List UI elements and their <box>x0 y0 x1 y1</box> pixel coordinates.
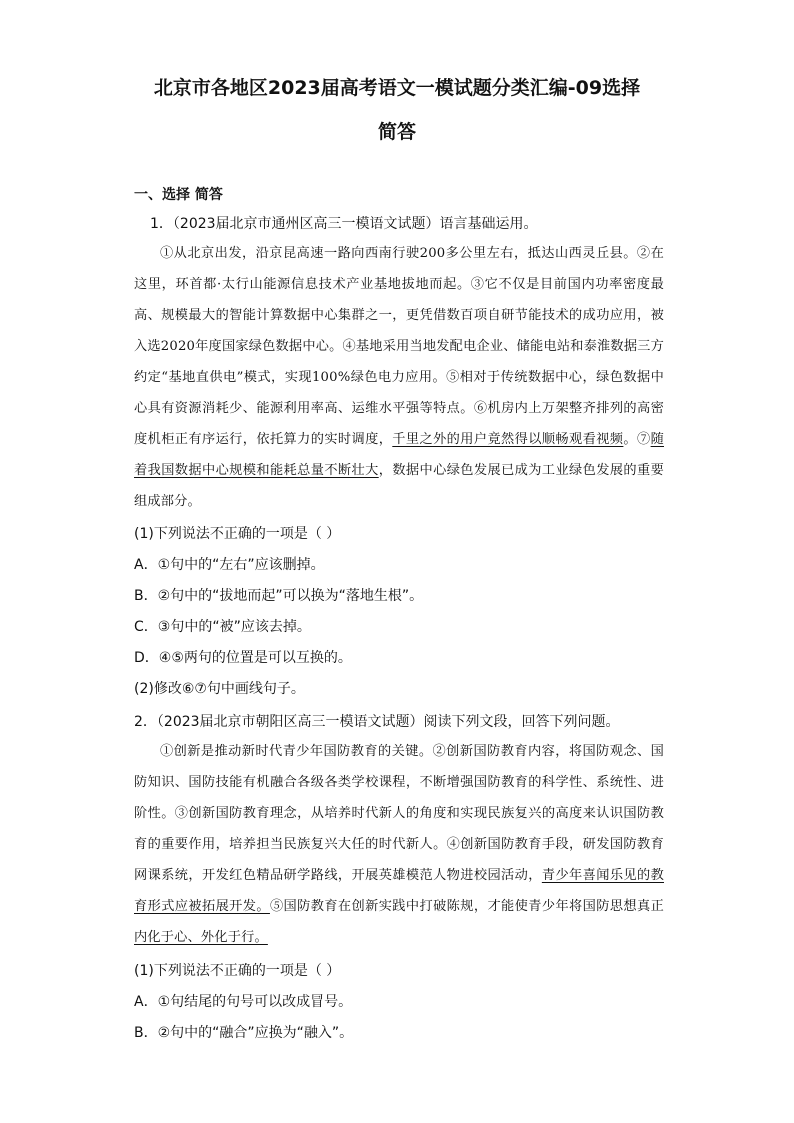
passage-1-text-c: ，数据中心绿色发展已成为工业绿色发展的重要组成部分。 <box>134 463 664 509</box>
section-heading: 一、选择 简答 <box>134 187 223 203</box>
question-1-sub-2: (2)修改⑥⑦句中画线句子。 <box>134 681 305 697</box>
question-2-option-a: A．①句结尾的句号可以改成冒号。 <box>134 994 353 1010</box>
passage-1-underline-a: 千里之外的用户竟然得以顺畅观看视频 <box>392 432 624 447</box>
question-1-header: 1．（2023届北京市通州区高三一模语文试题）语言基础运用。 <box>150 216 538 232</box>
question-2-sub-1: (1)下列说法不正确的一项是（ ） <box>134 963 341 979</box>
question-1-option-b: B．②句中的“拔地而起”可以换为“落地生根”。 <box>134 588 424 604</box>
question-2-passage <box>134 736 664 953</box>
passage-2-text-a: ①创新是推动新时代青少年国防教育的关键。②创新国防教育内容，将国防观念、国防知识、国防技能有机融合各级各类学校课程，不断增强国防教育的科学性、系统性、进阶性。③创新国防教育理念，从培养时代新人的角度和实现民族复兴的高度来认识国防教育的重要作用，培养担当民族复兴大任的时代新人。④创新国防教育手段，研发国防教育网课系统，开发红色精品研学路线，开展英雄模范人物进校园活动， <box>134 744 664 883</box>
question-1-sub-1: (1)下列说法不正确的一项是（ ） <box>134 526 341 542</box>
title-line-1: 北京市各地区2023届高考语文一模试题分类汇编-09选择 <box>153 77 641 99</box>
document-title <box>120 66 674 154</box>
passage-2-text-b: ⑤国防教育在创新实践中打破陈规，才能使青少年将国防思想真正 <box>269 899 664 914</box>
title-line-2: 简答 <box>377 121 416 143</box>
passage-2-underline-b: 内化于心、外化于行。 <box>134 930 268 945</box>
passage-1-text-a: ①从北京出发，沿京昆高速一路向西南行驶200多公里左右，抵达山西灵丘县。②在这里，环首都·太行山能源信息技术产业基地拔地而起。③它不仅是目前国内功率密度最高、规模最大的智能计算数据中心集群之一，更凭借数百项自研节能技术的成功应用，被入选2020年度国家绿色数据中心。④基地采用当地发配电企业、储能电站和泰淮数据三方约定“基地直供电”模式，实现100%绿色电力应用。⑤相对于传统数据中心，绿色数据中心具有资源消耗少、能源利用率高、运维水平强等特点。⑥机房内上万架整齐排列的高密度机柜正有序运行，依托算力的实时调度， <box>134 246 664 447</box>
question-2-header: 2．（2023届北京市朝阳区高三一模语文试题）阅读下列文段，回答下列问题。 <box>134 714 620 730</box>
passage-1-text-b: 。⑦ <box>623 432 651 447</box>
question-2-option-b: B．②句中的“融合”应换为“融入”。 <box>134 1025 354 1041</box>
passage-2-underline-a: 青少年喜闻乐见的教育形式应被拓展开发。 <box>134 868 664 914</box>
question-1-passage <box>134 238 664 517</box>
question-1-option-c: C．③句中的“被”应该去掉。 <box>134 619 311 635</box>
question-1-option-a: A．①句中的“左右”应该删掉。 <box>134 557 325 573</box>
passage-1-underline-b: 随着我国数据中心规模和能耗总量不断壮大 <box>134 432 664 478</box>
question-1-option-d: D．④⑤两句的位置是可以互换的。 <box>134 650 352 666</box>
